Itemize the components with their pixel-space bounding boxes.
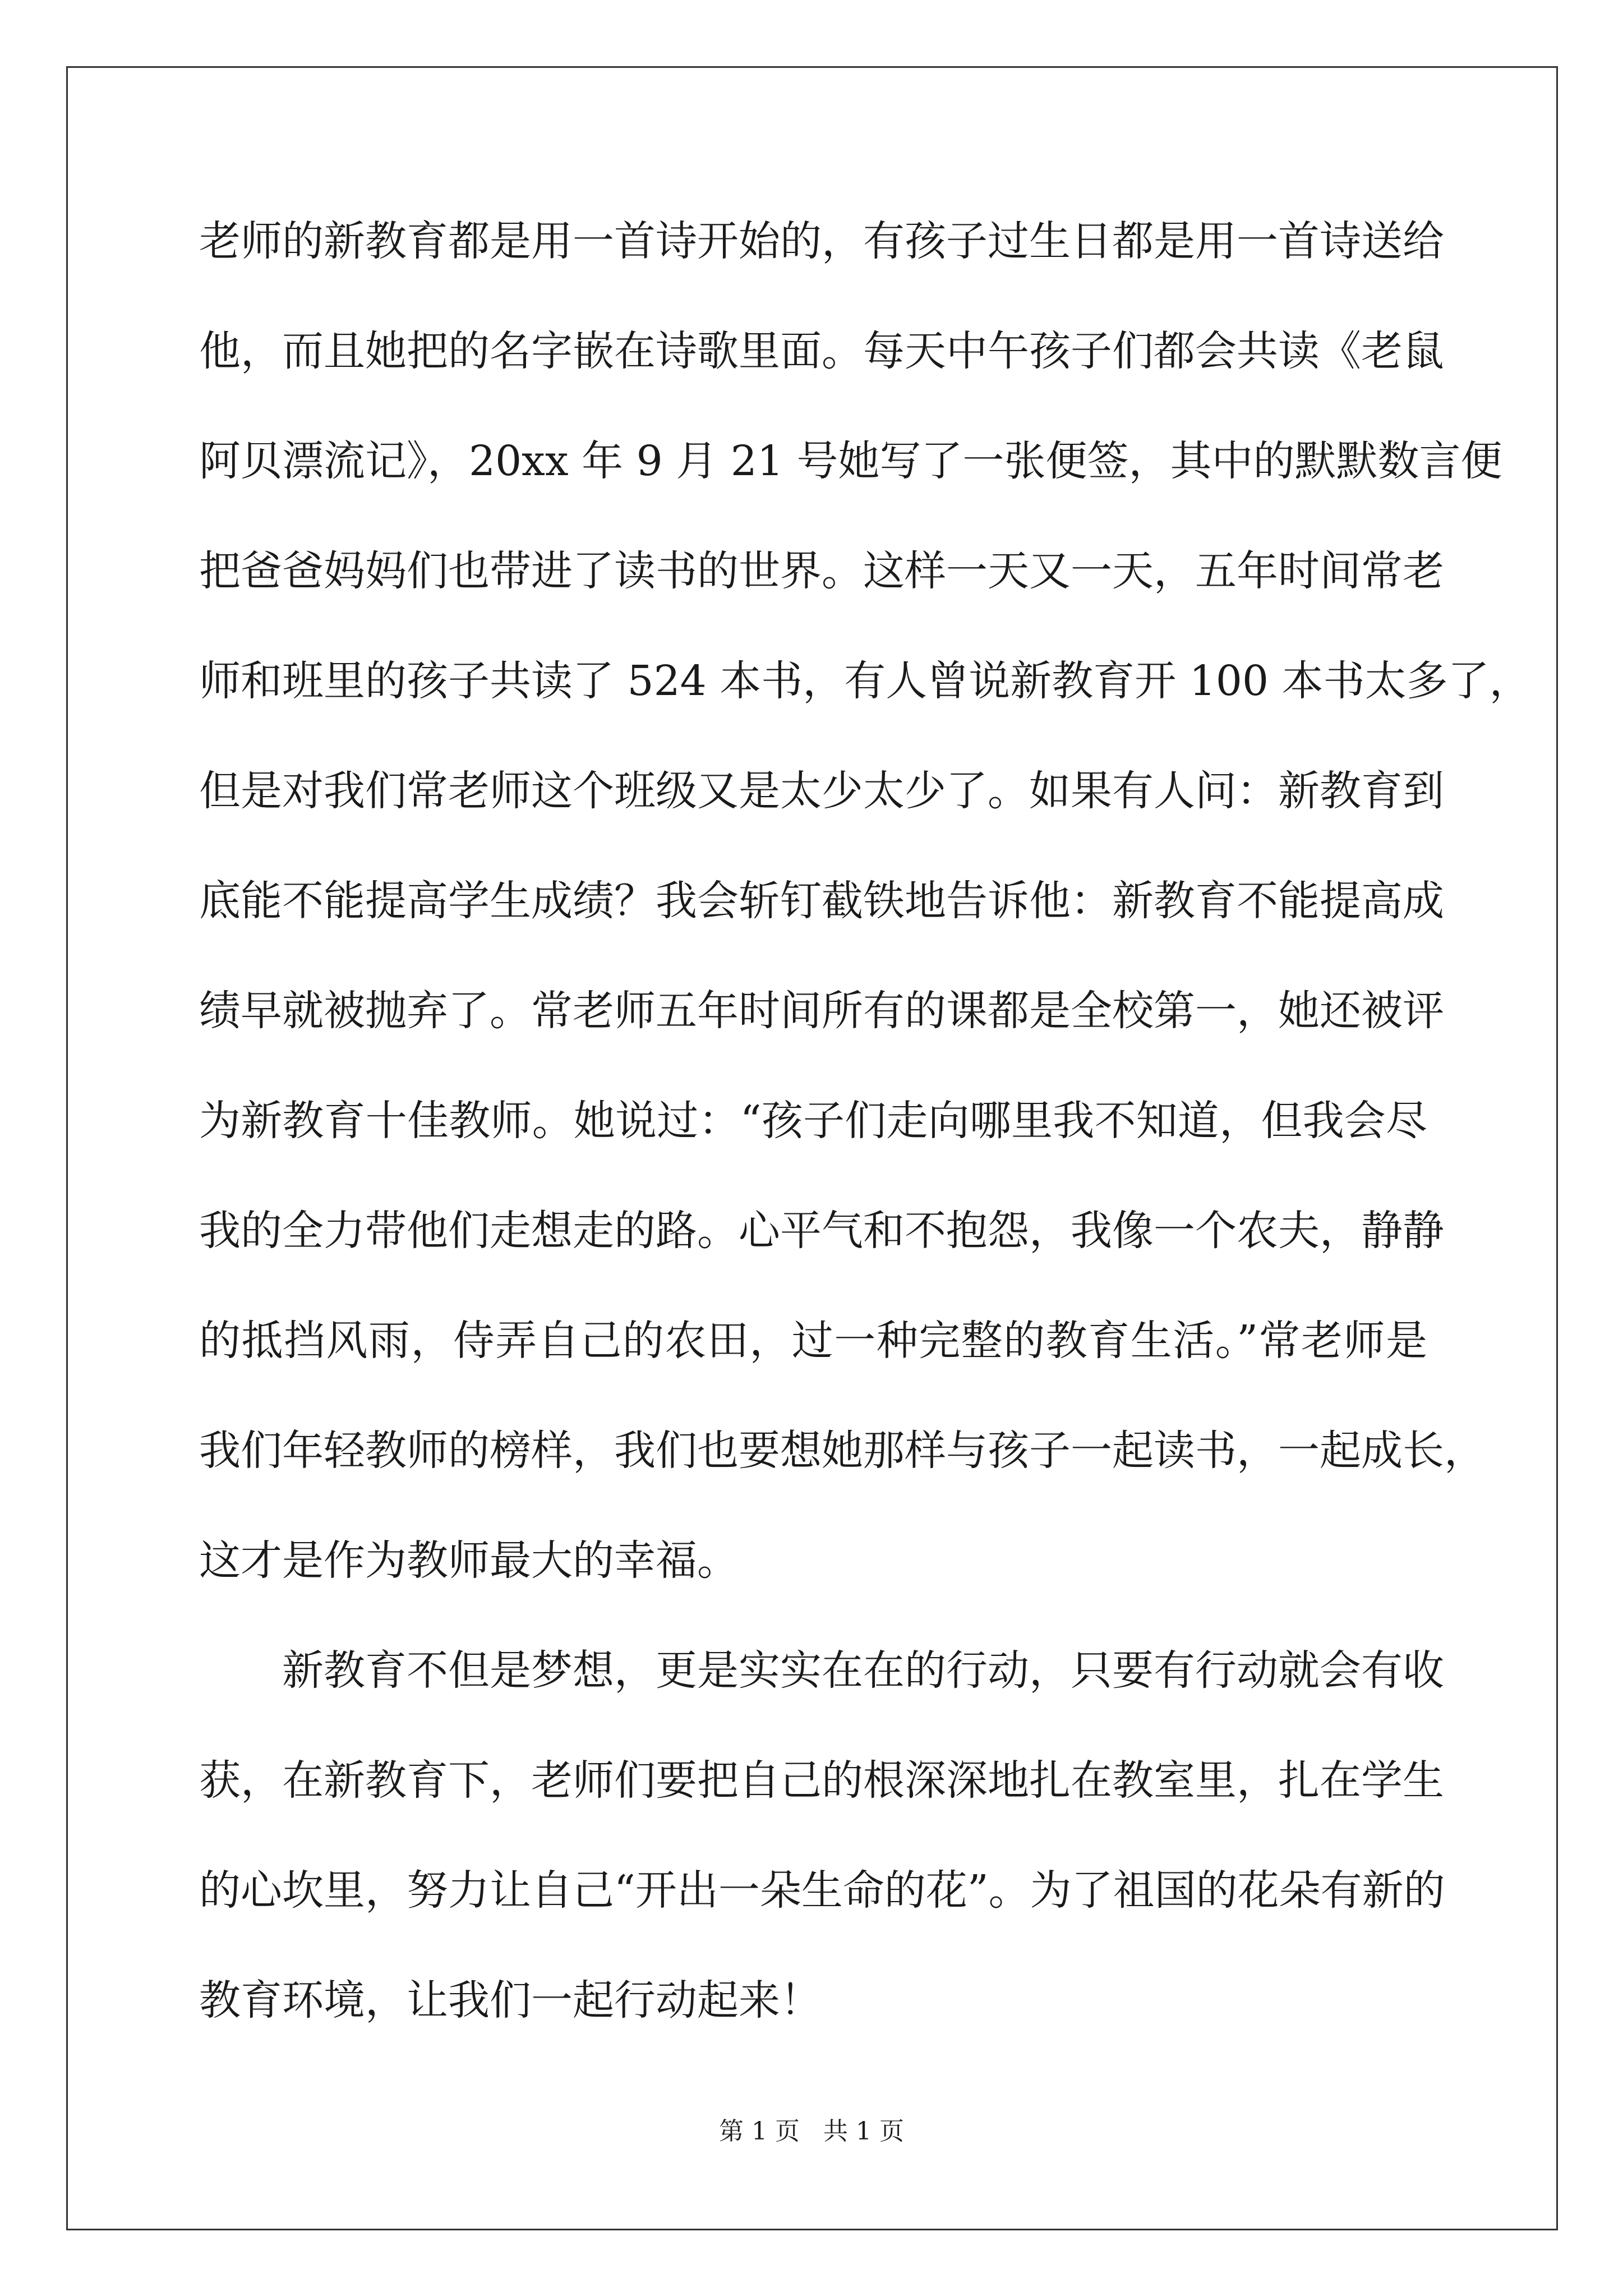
text-line: 我的全力带他们走想走的路。心平气和不抱怨，我像一个农夫，静静 <box>199 1207 1444 1255</box>
document-body <box>199 208 1531 2077</box>
text-line: 教育环境，让我们一起行动起来！ <box>199 1976 822 2024</box>
page-footer <box>0 2115 1623 2148</box>
text-line: 底能不能提高学生成绩？我会斩钉截铁地告诉他：新教育不能提高成 <box>199 877 1444 925</box>
text-line: 获，在新教育下，老师们要把自己的根深深地扎在教室里，扎在学生 <box>199 1756 1444 1805</box>
text-line: 我们年轻教师的榜样，我们也要想她那样与孩子一起读书，一起成长， <box>199 1427 1486 1475</box>
page-total: 共 1 页 <box>823 2117 904 2146</box>
text-line: 的心坎里，努力让自己“开出一朵生命的花”。为了祖国的花朵有新的 <box>199 1866 1445 1915</box>
text-line: 但是对我们常老师这个班级又是太少太少了。如果有人问：新教育到 <box>199 767 1444 815</box>
text-line: 师和班里的孩子共读了 524 本书，有人曾说新教育开 100 本书太多了， <box>199 657 1531 705</box>
paragraph <box>199 208 1531 1637</box>
text-line: 把爸爸妈妈们也带进了读书的世界。这样一天又一天，五年时间常老 <box>199 547 1444 595</box>
text-line: 这才是作为教师最大的幸福。 <box>199 1536 739 1585</box>
paragraph <box>199 1637 1445 2077</box>
text-line: 他，而且她把的名字嵌在诗歌里面。每天中午孩子们都会共读《老鼠 <box>199 327 1444 375</box>
text-line: 的抵挡风雨，侍弄自己的农田，过一种完整的教育生活。”常老师是 <box>199 1317 1427 1365</box>
text-line: 老师的新教育都是用一首诗开始的，有孩子过生日都是用一首诗送给 <box>199 217 1444 265</box>
text-line: 阿贝漂流记》，20xx 年 9 月 21 号她写了一张便签，其中的默默数言便 <box>199 437 1502 485</box>
text-line: 绩早就被抛弃了。常老师五年时间所有的课都是全校第一，她还被评 <box>199 987 1444 1035</box>
text-line: 新教育不但是梦想，更是实实在在的行动，只要有行动就会有收 <box>199 1646 1444 1695</box>
text-line: 为新教育十佳教师。她说过：“孩子们走向哪里我不知道，但我会尽 <box>199 1097 1427 1145</box>
page-number: 第 1 页 <box>719 2117 800 2146</box>
